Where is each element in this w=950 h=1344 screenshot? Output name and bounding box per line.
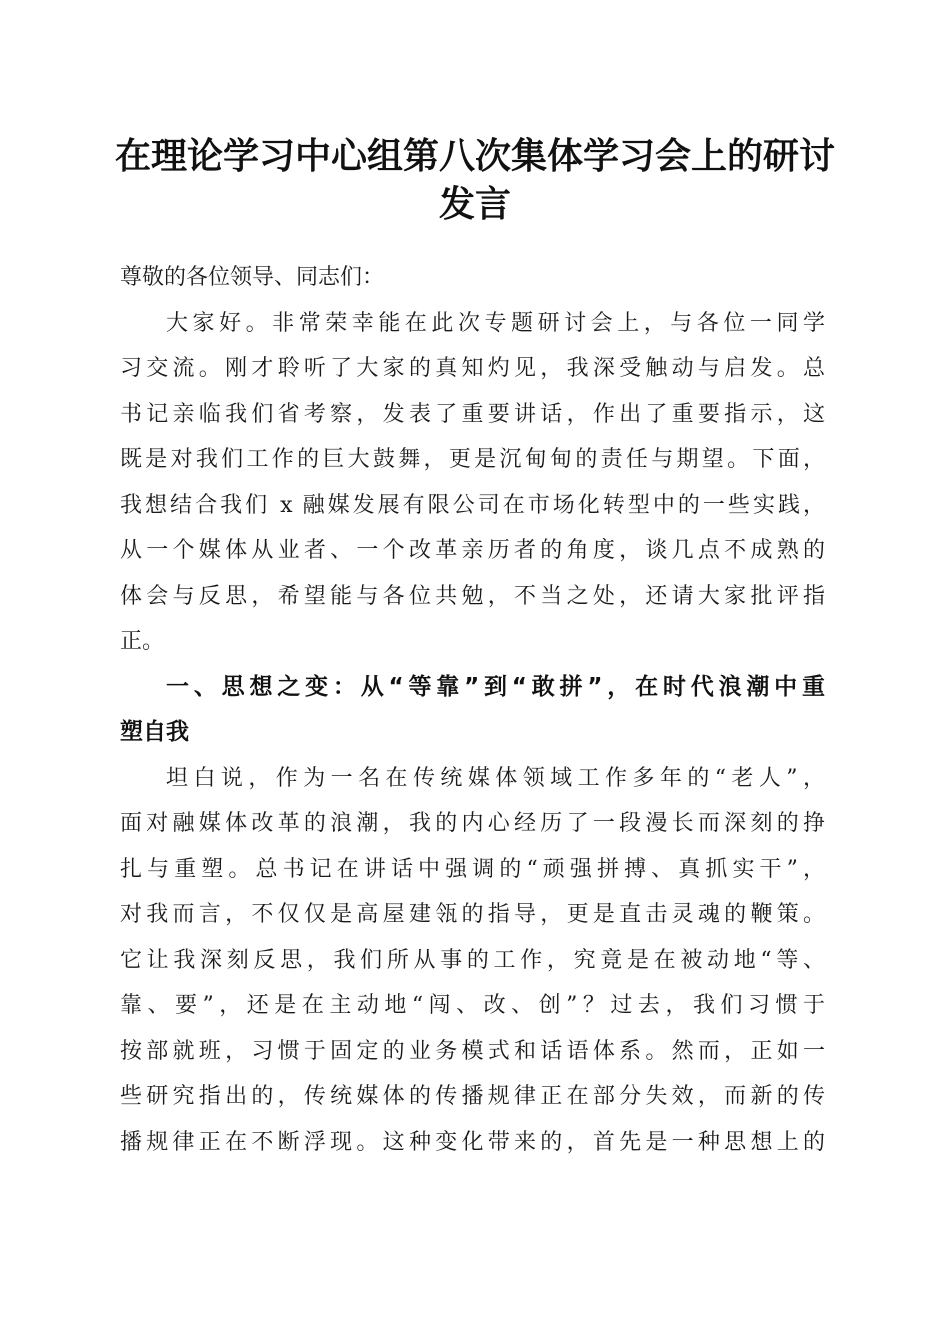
paragraph-line: 面对融媒体改革的浪潮，我的内心经历了一段漫长而深刻的挣 (120, 811, 825, 836)
paragraph-line: 既是对我们工作的巨大鼓舞，更是沉甸甸的责任与期望。下面， (120, 447, 825, 472)
paragraph-line: 体会与反思，希望能与各位共勉，不当之处，还请大家批评指 (120, 583, 825, 609)
paragraph-line: 些研究指出的，传统媒体的传播规律正在部分失效，而新的传 (120, 1084, 825, 1109)
page-title (100, 132, 850, 228)
paragraph-line: 尊敬的各位领导、同志们： (120, 265, 385, 290)
paragraph-line: 它让我深刻反思，我们所从事的工作，究竟是在被动地“等、 (120, 947, 825, 973)
paragraph-line: 坦白说，作为一名在传统媒体领域工作多年的“老人”， (166, 765, 825, 791)
document-body (120, 255, 825, 1165)
section-heading-line: 塑自我 (120, 719, 189, 745)
paragraph-line: 大家好。非常荣幸能在此次专题研讨会上，与各位一同学 (166, 310, 825, 336)
section-heading-line: 一、思想之变：从“等靠”到“敢拼”，在时代浪潮中重 (166, 673, 825, 700)
title-line-2: 发言 (438, 183, 511, 225)
paragraph-line: 按部就班，习惯于固定的业务模式和话语体系。然而，正如一 (120, 1038, 825, 1064)
paragraph-line: 靠、要”，还是在主动地“闯、改、创”？过去，我们习惯于 (120, 993, 825, 1018)
paragraph-line: 从一个媒体从业者、一个改革亲历者的角度，谈几点不成熟的 (120, 538, 825, 563)
paragraph-line: 正。 (120, 629, 165, 654)
title-line-1: 在理论学习中心组第八次集体学习会上的研讨 (114, 135, 835, 177)
paragraph-line: 扎与重塑。总书记在讲话中强调的“顽强拼搏、真抓实干”， (120, 856, 825, 882)
paragraph-line: 对我而言，不仅仅是高屋建瓴的指导，更是直击灵魂的鞭策。 (120, 902, 825, 927)
paragraph-line: 书记亲临我们省考察，发表了重要讲话，作出了重要指示，这 (120, 401, 825, 427)
paragraph-line: 习交流。刚才聆听了大家的真知灼见，我深受触动与启发。总 (120, 356, 825, 381)
paragraph-line: 播规律正在不断浮现。这种变化带来的，首先是一种思想上的 (120, 1129, 825, 1155)
paragraph-line: 我想结合我们 x 融媒发展有限公司在市场化转型中的一些实践， (120, 492, 825, 518)
